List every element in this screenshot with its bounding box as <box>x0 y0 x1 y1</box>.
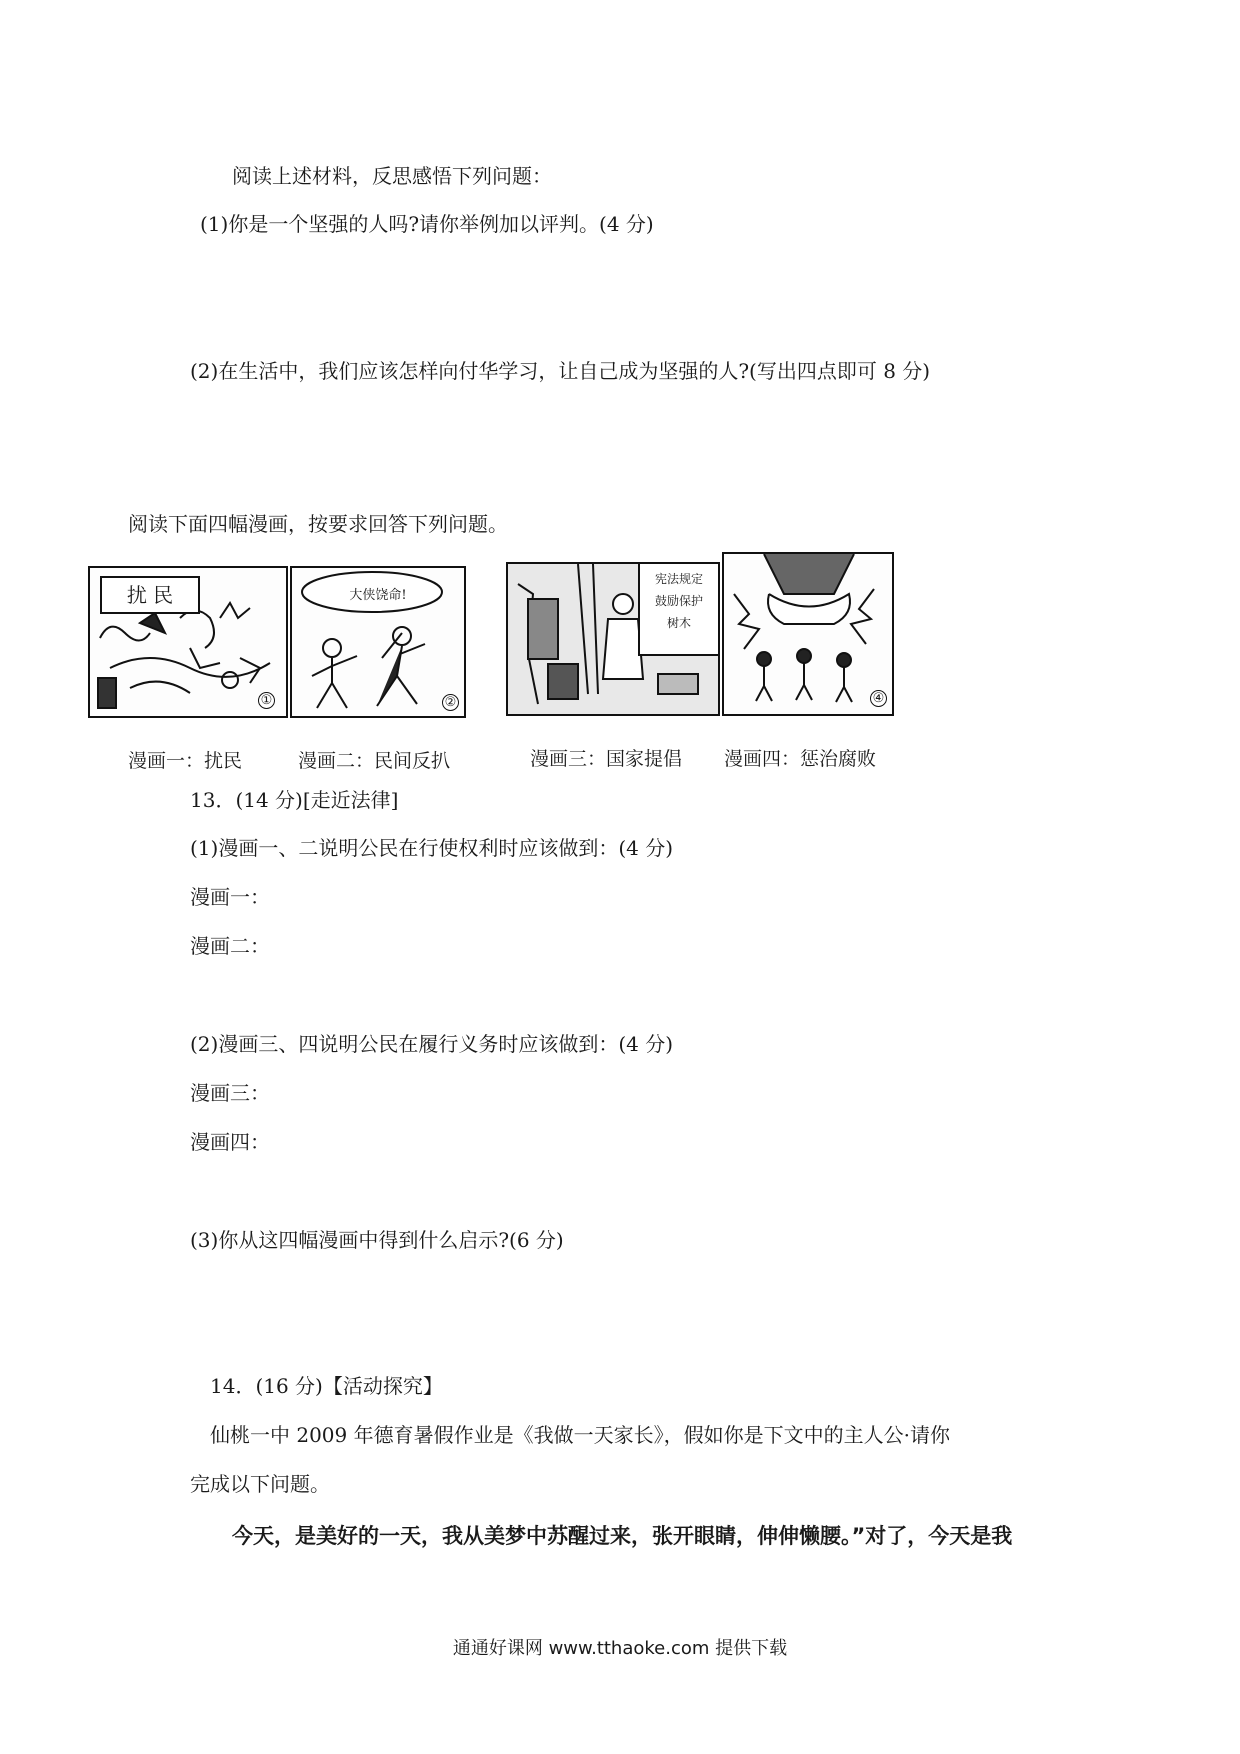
comic-1-number: ① <box>258 692 275 709</box>
comic-3-sign-line-3: 树木 <box>666 616 691 630</box>
question-1: (1)你是一个坚强的人吗?请你举例加以评判。(4 分) <box>200 212 654 236</box>
story-text: 今天，是美好的一天，我从美梦中苏醒过来，张开眼睛，伸伸懒腰。”对了，今天是我 <box>232 1524 1013 1548</box>
question-13-3: (3)你从这四幅漫画中得到什么启示?(6 分) <box>190 1228 564 1252</box>
comic-4-answer-label: 漫画四： <box>190 1130 270 1154</box>
question-14-text-2: 完成以下问题。 <box>190 1472 330 1496</box>
comic-2-number: ② <box>442 694 459 711</box>
comic-3-answer-label: 漫画三： <box>190 1081 270 1105</box>
comic-caption-3: 漫画三：国家提倡 <box>530 748 683 770</box>
comic-panel-2 <box>290 566 466 718</box>
comic-3-sign-line-2: 鼓励保护 <box>654 594 703 608</box>
page-footer: 通通好课网 www.tthaoke.com 提供下载 <box>452 1638 788 1659</box>
question-14-text-1: 仙桃一中 2009 年德育暑假作业是《我做一天家长》，假如你是下文中的主人公·请你 <box>210 1423 950 1447</box>
question-13: 13．(14 分)[走近法律] <box>190 788 399 812</box>
comic-1-answer-label: 漫画一： <box>190 885 270 909</box>
question-2: (2)在生活中，我们应该怎样向付华学习，让自己成为坚强的人?(写出四点即可 8 分) <box>190 359 931 383</box>
comic-panel-4 <box>722 552 894 716</box>
comic-3-sign <box>638 562 720 656</box>
comic-2-answer-label: 漫画二： <box>190 934 270 958</box>
comic-caption-2: 漫画二：民间反扒 <box>298 750 451 772</box>
comic-panel-1 <box>88 566 288 718</box>
comic-intro: 阅读下面四幅漫画，按要求回答下列问题。 <box>128 512 508 536</box>
comic-4-drawing <box>724 554 892 714</box>
question-13-1: (1)漫画一、二说明公民在行使权利时应该做到：(4 分) <box>190 836 674 860</box>
comic-caption-4: 漫画四：惩治腐败 <box>724 748 877 770</box>
comic-3-sign-line-1: 宪法规定 <box>654 572 703 586</box>
question-14: 14．(16 分)【活动探究】 <box>210 1374 443 1398</box>
comic-4-number: ④ <box>870 690 887 707</box>
comic-caption-1: 漫画一：扰民 <box>128 750 243 772</box>
comic-panel-3 <box>506 562 720 716</box>
question-13-2: (2)漫画三、四说明公民在履行义务时应该做到：(4 分) <box>190 1032 674 1056</box>
intro-text: 阅读上述材料，反思感悟下列问题： <box>232 164 552 188</box>
comic-1-label: 扰 民 <box>100 576 200 614</box>
comic-2-speech: 大侠饶命! <box>349 588 407 603</box>
